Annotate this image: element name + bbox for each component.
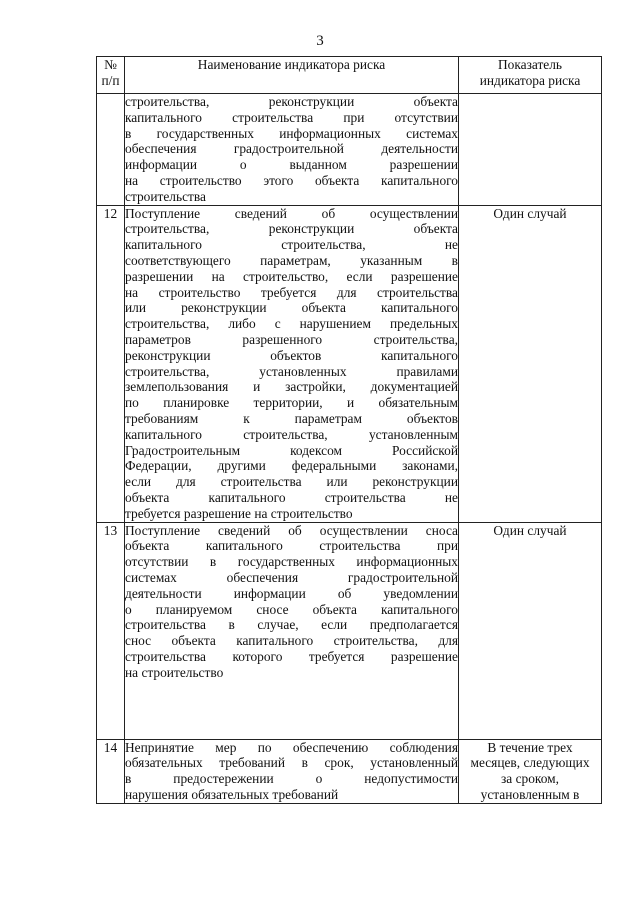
table-header-row bbox=[97, 57, 602, 94]
row-number: 13 bbox=[97, 522, 125, 739]
row-number: 14 bbox=[97, 739, 125, 803]
header-number-line: № bbox=[104, 57, 117, 72]
indicator-name-line: отсутствии в государственных информационных bbox=[125, 554, 458, 570]
indicator-value-line: Один случай bbox=[493, 522, 567, 538]
indicator-name-line: нарушения обязательных требований bbox=[125, 786, 339, 802]
page-number: 3 bbox=[316, 33, 324, 49]
indicator-name-line: строительства, либо с нарушением предельных bbox=[125, 316, 458, 332]
indicator-name-line: деятельности информации об уведомлении bbox=[125, 585, 458, 601]
indicator-value-line: Один случай bbox=[493, 205, 567, 221]
indicator-name-line: по планировке территории, и обязательным bbox=[125, 395, 458, 411]
indicator-name-line: капитального строительства, не bbox=[125, 237, 458, 253]
indicator-name-line: если для строительства или реконструкции bbox=[125, 474, 458, 490]
table-row bbox=[97, 205, 602, 522]
indicator-name-line: строительства bbox=[125, 188, 206, 204]
indicator-name-line: землепользования и застройки, документацией bbox=[125, 379, 458, 395]
indicator-name-line: объекта капитального строительства при bbox=[125, 538, 458, 554]
indicator-name-line: Федерации, другими федеральными законами, bbox=[125, 458, 458, 474]
header-value-line: индикатора риска bbox=[479, 72, 581, 88]
indicator-name-line: в предостережении о недопустимости bbox=[125, 771, 458, 787]
indicator-name-line: на строительство bbox=[125, 664, 224, 680]
indicator-name-line: информации о выданном разрешении bbox=[125, 157, 458, 173]
indicator-value-line: месяцев, следующих bbox=[470, 755, 590, 771]
indicator-name-line: о планируемом сносе объекта капитального bbox=[125, 601, 458, 617]
indicator-name-line: строительства которого требуется разрешение bbox=[125, 648, 458, 664]
indicator-name-line: разрешении на строительство, если разрешение bbox=[125, 268, 458, 284]
header-indicator-value bbox=[459, 57, 602, 94]
indicator-name-line: параметров разрешенного строительства, bbox=[125, 331, 458, 347]
indicator-name-line: Градостроительным кодексом Российской bbox=[125, 442, 458, 458]
indicator-value bbox=[459, 94, 602, 206]
indicator-name-line: требованиям к параметрам объектов bbox=[125, 410, 458, 426]
indicator-name bbox=[125, 739, 459, 803]
row-number: 12 bbox=[97, 205, 125, 522]
indicator-name-line: или реконструкции объекта капитального bbox=[125, 300, 458, 316]
table-row bbox=[97, 94, 602, 206]
indicator-name-line: Поступление сведений об осуществлении сноса bbox=[125, 522, 458, 538]
row-number bbox=[97, 94, 125, 206]
indicator-name-line: реконструкции объектов капитального bbox=[125, 347, 458, 363]
indicator-name-line: объекта капитального строительства не bbox=[125, 489, 458, 505]
indicator-name-line: снос объекта капитального строительства, для bbox=[125, 633, 458, 649]
indicator-value bbox=[459, 739, 602, 803]
indicator-name bbox=[125, 205, 459, 522]
indicator-name-line: строительства, установленных правилами bbox=[125, 363, 458, 379]
indicator-name-line: капитального строительства при отсутствии bbox=[125, 109, 458, 125]
header-number bbox=[97, 57, 125, 94]
indicator-name-line: соответствующего параметрам, указанным в bbox=[125, 252, 458, 268]
indicator-name-line: обеспечения градостроительной деятельности bbox=[125, 141, 458, 157]
indicator-name-line: строительства в случае, если предполагается bbox=[125, 617, 458, 633]
indicator-name-line: на строительство требуется для строительства bbox=[125, 284, 458, 300]
indicator-name-line: строительства, реконструкции объекта bbox=[125, 221, 458, 237]
indicator-value bbox=[459, 522, 602, 739]
table-row bbox=[97, 739, 602, 803]
indicator-name-line: Поступление сведений об осуществлении bbox=[125, 205, 458, 221]
indicator-name-line: системах обеспечения градостроительной bbox=[125, 569, 458, 585]
header-indicator-name: Наименование индикатора риска bbox=[125, 57, 459, 94]
indicator-value-line: установленным в bbox=[480, 786, 580, 802]
header-number-line: п/п bbox=[101, 72, 120, 88]
indicator-value bbox=[459, 205, 602, 522]
indicator-name-line: Непринятие мер по обеспечению соблюдения bbox=[125, 739, 458, 755]
indicator-name-line: на строительство этого объекта капитального bbox=[125, 172, 458, 188]
header-value-line: Показатель bbox=[497, 57, 563, 72]
risk-indicator-table bbox=[96, 56, 602, 804]
table-row bbox=[97, 522, 602, 739]
indicator-name-line: капитального строительства, установленным bbox=[125, 426, 458, 442]
indicator-value-line: за сроком, bbox=[500, 771, 559, 787]
indicator-name-line: обязательных требований в срок, установленный bbox=[125, 755, 458, 771]
indicator-name bbox=[125, 94, 459, 206]
indicator-name-line: требуется разрешение на строительство bbox=[125, 505, 353, 521]
indicator-value-line: В течение трех bbox=[487, 739, 573, 755]
indicator-name bbox=[125, 522, 459, 739]
indicator-name-line: строительства, реконструкции объекта bbox=[125, 94, 458, 109]
indicator-name-line: в государственных информационных системах bbox=[125, 125, 458, 141]
